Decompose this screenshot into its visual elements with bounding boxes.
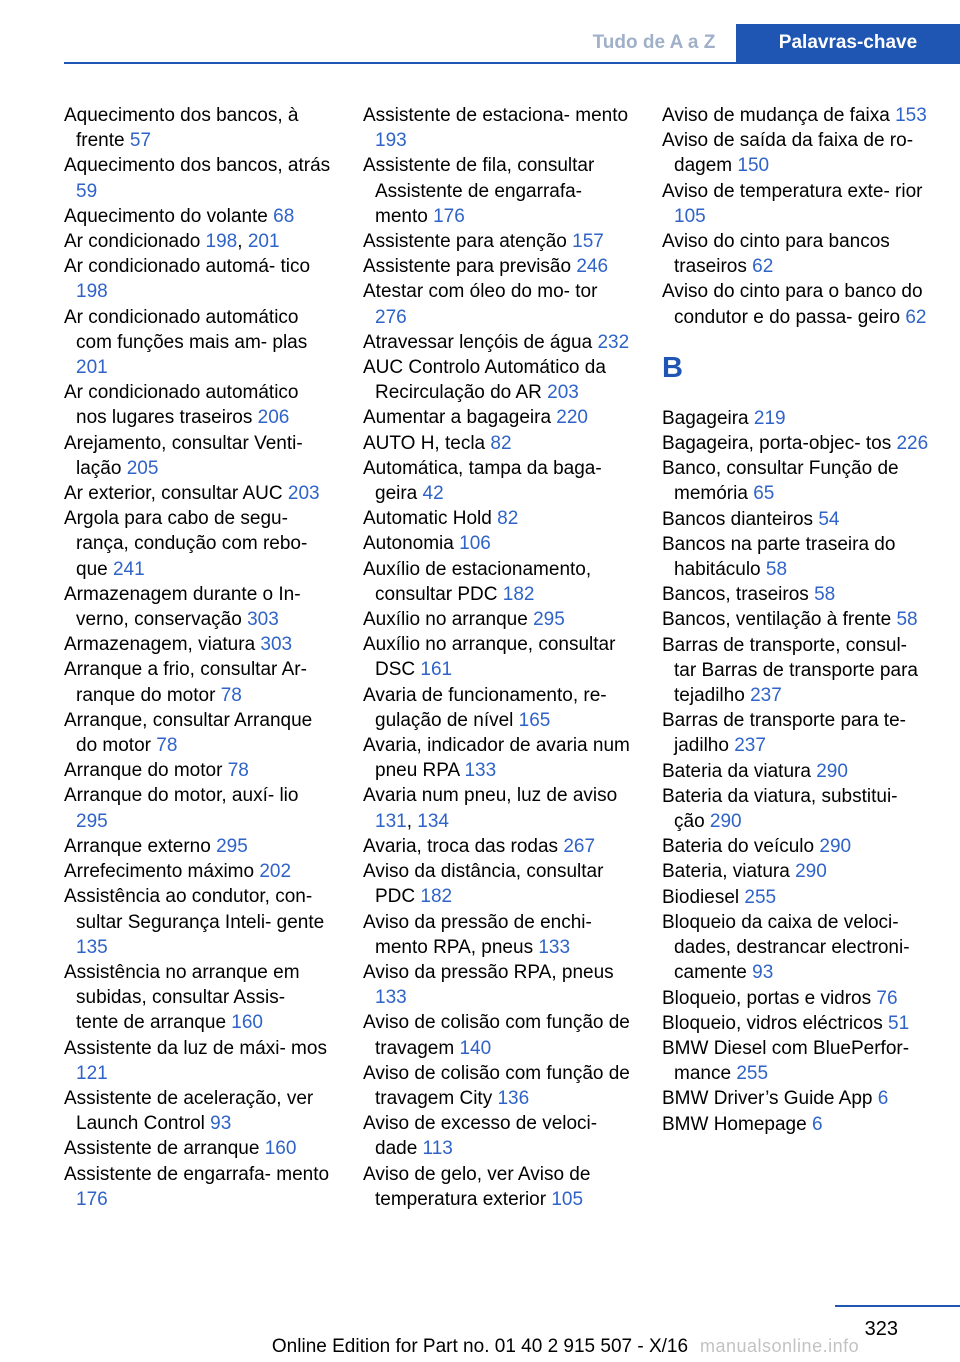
index-entry [662, 784, 930, 834]
index-entry [363, 733, 631, 783]
entry-term: Aviso de gelo, ver Aviso de temperatura exterior [363, 1163, 591, 1210]
page-link[interactable]: 82 [497, 508, 519, 530]
index-entry [363, 456, 631, 506]
index-entry [64, 1086, 332, 1136]
entry-term: Aviso do cinto para o banco do condutor e do passa‐ geiro [662, 281, 923, 328]
page-link[interactable]: 54 [818, 508, 840, 530]
page-link[interactable]: 150 [737, 155, 770, 177]
page-link[interactable]: 135 [76, 936, 108, 958]
entry-term: Arejamento, consultar Venti‐ lação [64, 432, 303, 479]
index-entry [662, 406, 930, 431]
entry-term: Assistente para atenção [363, 231, 573, 253]
page-link[interactable]: 290 [709, 811, 742, 833]
entry-term: Argola para cabo de segu‐ rança, condução com rebo‐ que [64, 508, 308, 580]
index-entry [363, 783, 631, 833]
index-entry [64, 783, 332, 833]
page-link[interactable]: 140 [459, 1037, 492, 1059]
index-entry [363, 254, 631, 279]
page-link[interactable]: 219 [753, 407, 786, 429]
tab-palavras-chave[interactable]: Palavras-chave [736, 24, 960, 62]
entry-term: Bateria da viatura [662, 760, 817, 782]
page-header [0, 0, 960, 66]
entry-term: Bancos na parte traseira do habitáculo [662, 533, 896, 581]
entry-term: Bancos, traseiros [662, 584, 815, 606]
page-link[interactable]: 246 [576, 256, 609, 278]
index-entry [662, 1112, 930, 1137]
index-entry [363, 506, 631, 531]
index-entry [64, 960, 332, 1036]
index-entry [363, 1061, 631, 1111]
entry-term: BMW Diesel com BluePerfor‐ mance [662, 1037, 910, 1085]
page-link[interactable]: 290 [795, 861, 827, 883]
entry-term: Bagageira [662, 407, 754, 429]
page-link[interactable]: 113 [422, 1138, 453, 1160]
page-link[interactable]: 133 [538, 936, 571, 958]
index-column-2 [363, 103, 631, 1212]
page-link[interactable]: 76 [876, 987, 898, 1009]
page-link[interactable]: 133 [464, 760, 497, 782]
index-entry [64, 153, 332, 203]
entry-term: Avaria num pneu, luz de aviso [363, 785, 618, 807]
page-link[interactable]: 58 [814, 584, 836, 606]
entry-term: AUC Controlo Automático da Recirculação do AR [363, 357, 606, 404]
index-entry [64, 758, 332, 783]
index-entry [64, 884, 332, 960]
entry-term: Assistente de engarrafa‐ mento [64, 1163, 330, 1185]
page-link[interactable]: 267 [563, 835, 596, 857]
page-link[interactable]: 6 [811, 1113, 823, 1135]
index-entry [662, 431, 930, 456]
entry-term: Bagageira, porta-objec‐ tos [662, 433, 897, 455]
entry-term: Assistente de fila, consultar Assistente de engarrafa‐ mento [363, 155, 595, 227]
page-link[interactable]: 136 [497, 1087, 530, 1109]
footer-divider [835, 1305, 960, 1307]
page-link[interactable]: 176 [433, 205, 465, 227]
entry-term: Arranque do motor, auxí‐ lio [64, 785, 299, 807]
entry-term: Aviso do cinto para bancos traseiros [662, 231, 890, 278]
entry-term: Aviso de colisão com função de travagem City [363, 1062, 630, 1109]
page-link[interactable]: 165 [518, 709, 551, 731]
page-link[interactable]: 131 [375, 810, 407, 832]
entry-term: Aquecimento dos bancos, atrás [64, 155, 331, 177]
index-entry [64, 254, 332, 304]
index-entry [363, 279, 631, 329]
index-entry [363, 405, 631, 430]
entry-term: Bloqueio, vidros eléctricos [662, 1012, 888, 1034]
index-entry [662, 834, 930, 859]
index-entry [64, 708, 332, 758]
index-entry [363, 330, 631, 355]
entry-term: Bloqueio da caixa de veloci‐ dades, destrancar electroni‐ camente [662, 911, 910, 984]
entry-term: Assistência no arranque em subidas, consultar Assis‐ tente de arranque [64, 961, 300, 1034]
page-link[interactable]: 176 [76, 1188, 108, 1210]
page-link[interactable]: 303 [247, 609, 279, 631]
index-entry [662, 759, 930, 784]
entry-term: Aquecimento do volante [64, 205, 274, 227]
entry-term: Assistente para previsão [363, 256, 577, 278]
header-divider [64, 62, 960, 64]
page-link[interactable]: 201 [247, 231, 280, 253]
page-link[interactable]: 276 [375, 306, 407, 328]
index-entry [662, 532, 930, 582]
index-entry [363, 683, 631, 733]
page-link[interactable]: 42 [422, 483, 444, 505]
entry-term: Arranque do motor [64, 760, 228, 782]
page-link[interactable]: 232 [597, 331, 630, 353]
entry-term: Assistência ao condutor, con‐ sultar Segurança Inteli‐ gente [64, 886, 325, 933]
entry-term: Armazenagem durante o In‐ verno, conservação [64, 583, 301, 631]
entry-term: Aviso da pressão RPA, pneus [363, 961, 614, 983]
index-entry [662, 859, 930, 884]
entry-term: AUTO H, tecla [363, 432, 491, 454]
index-entry [64, 506, 332, 582]
index-entry [363, 1162, 631, 1212]
index-entry [363, 229, 631, 254]
entry-term: Bancos, ventilação à frente [662, 609, 897, 631]
page-link[interactable]: 220 [556, 407, 588, 429]
page-link[interactable]: 105 [551, 1188, 584, 1210]
index-entry [662, 1011, 930, 1036]
entry-term: Ar condicionado automático com funções mais am‐ plas [64, 306, 308, 353]
entry-term: Barras de transporte para te‐ jadilho [662, 710, 906, 757]
index-entry [363, 859, 631, 909]
page-link[interactable]: 160 [231, 1012, 263, 1034]
index-entry [662, 279, 930, 329]
index-entry [662, 229, 930, 279]
entry-term: Ar condicionado automá‐ tico [64, 256, 311, 278]
page-link[interactable]: 203 [287, 483, 320, 505]
index-entry [363, 103, 631, 153]
page-link[interactable]: 255 [736, 1063, 769, 1085]
index-entry [363, 355, 631, 405]
index-entry [662, 633, 930, 709]
index-entry [363, 557, 631, 607]
page-separator: , [406, 810, 418, 832]
entry-term: Bancos dianteiros [662, 508, 819, 530]
entry-term: Aviso de saída da faixa de ro‐ dagem [662, 130, 914, 177]
entry-term: Ar condicionado automático nos lugares traseiros [64, 382, 299, 429]
entry-term: Assistente de arranque [64, 1138, 265, 1160]
index-entry [363, 153, 631, 229]
entry-term: Aviso de excesso de veloci‐ dade [363, 1113, 598, 1160]
entry-term: Aviso de temperatura exte‐ rior [662, 180, 923, 202]
index-entry [662, 607, 930, 632]
page-link[interactable]: 255 [744, 886, 777, 908]
index-entry [64, 431, 332, 481]
index-entry [662, 1036, 930, 1086]
page-number: 323 [864, 1318, 898, 1340]
page-link[interactable]: 295 [533, 609, 565, 631]
entry-term: Arrefecimento máximo [64, 861, 260, 883]
entry-term: Auxílio no arranque, consultar DSC [363, 634, 616, 681]
page-link[interactable]: 161 [420, 659, 453, 681]
page-link[interactable]: 160 [264, 1138, 297, 1160]
page-link[interactable]: 62 [905, 306, 927, 328]
watermark: manualsonline.info [700, 1336, 860, 1356]
index-entry [64, 1036, 332, 1086]
index-entry [363, 607, 631, 632]
entry-term: Auxílio de estacionamento, consultar PDC [363, 558, 592, 605]
section-letter: B [662, 351, 683, 384]
entry-term: Banco, consultar Função de memória [662, 458, 899, 505]
entry-term: Armazenagem, viatura [64, 634, 261, 656]
page-link[interactable]: 237 [734, 735, 766, 757]
index-entry [64, 859, 332, 884]
page-link[interactable]: 82 [490, 432, 512, 454]
index-column-1 [64, 103, 332, 1212]
page-link[interactable]: 182 [502, 583, 535, 605]
page-link[interactable]: 59 [76, 180, 98, 202]
index-entry [363, 531, 631, 556]
index-entry [64, 657, 332, 707]
page-separator: , [237, 231, 248, 253]
page-link[interactable]: 202 [259, 861, 292, 883]
entry-term: Biodiesel [662, 886, 745, 908]
page-link[interactable]: 198 [205, 231, 238, 253]
page-link[interactable]: 58 [896, 609, 918, 631]
index-entry [662, 708, 930, 758]
entry-term: Atestar com óleo do mo‐ tor [363, 281, 598, 303]
entry-term: Arranque, consultar Arranque do motor [64, 709, 313, 757]
index-entry [662, 910, 930, 986]
index-entry [64, 632, 332, 657]
entry-term: Aviso de mudança de faixa [662, 105, 896, 126]
entry-term: Bateria do veículo [662, 836, 820, 858]
entry-term: BMW Driver’s Guide App [662, 1088, 878, 1110]
page-link[interactable]: 226 [896, 433, 929, 455]
entry-term: Avaria, indicador de avaria num pneu RPA [363, 735, 630, 782]
index-entry [662, 582, 930, 607]
index-entry [662, 456, 930, 506]
entry-term: Aviso de colisão com função de travagem [363, 1012, 630, 1059]
index-entry [662, 128, 930, 178]
index-entry [363, 834, 631, 859]
entry-term: BMW Homepage [662, 1113, 812, 1135]
entry-term: Arranque externo [64, 835, 217, 857]
page-link[interactable]: 157 [572, 231, 604, 253]
entry-term: Auxílio no arranque [363, 609, 534, 631]
entry-term: Automática, tampa da baga‐ geira [363, 457, 602, 505]
index-entry [64, 204, 332, 229]
page-link[interactable]: 198 [76, 281, 108, 303]
page-link[interactable]: 106 [459, 533, 491, 555]
page-link[interactable]: 58 [765, 559, 788, 581]
page-link[interactable]: 206 [257, 407, 290, 429]
page-link[interactable]: 68 [273, 205, 295, 227]
page-link[interactable]: 121 [76, 1062, 108, 1084]
page-link[interactable]: 51 [888, 1012, 910, 1034]
index-entry [363, 431, 631, 456]
page-link[interactable]: 182 [420, 886, 453, 908]
entry-term: Assistente de estaciona‐ mento [363, 105, 629, 126]
tab-tudo-de-a-a-z[interactable]: Tudo de A a Z [592, 32, 716, 53]
page-link[interactable]: 65 [753, 483, 775, 505]
entry-term: Aviso da distância, consultar PDC [363, 861, 604, 908]
entry-term: Autonomia [363, 533, 460, 555]
entry-term: Arranque a frio, consultar Ar‐ ranque do motor [64, 659, 307, 706]
page-link[interactable]: 203 [547, 382, 579, 404]
page-link[interactable]: 153 [895, 105, 927, 126]
page-link[interactable]: 78 [220, 684, 242, 706]
index-entry [363, 632, 631, 682]
index-entry [64, 305, 332, 381]
index-entry [64, 229, 332, 254]
page-link[interactable]: 57 [129, 130, 152, 152]
entry-term: Avaria, troca das rodas [363, 835, 564, 857]
page-link[interactable]: 237 [750, 685, 782, 707]
page-link[interactable]: 62 [752, 256, 774, 278]
index-entry [662, 885, 930, 910]
page-link[interactable]: 78 [156, 735, 178, 757]
index-entry [662, 1086, 930, 1111]
index-entry [662, 986, 930, 1011]
page-link[interactable]: 303 [260, 634, 293, 656]
page-link[interactable]: 133 [375, 987, 407, 1009]
page-link[interactable]: 6 [877, 1088, 889, 1110]
page-link[interactable]: 205 [126, 457, 159, 479]
index-entry [363, 1111, 631, 1161]
entry-term: Bloqueio, portas e vidros [662, 987, 877, 1009]
index-entry [64, 834, 332, 859]
entry-term: Automatic Hold [363, 508, 498, 530]
page-link[interactable]: 78 [227, 760, 249, 782]
entry-term: Aviso da pressão de enchi‐ mento RPA, pneus [363, 911, 592, 958]
entry-term: Bateria, viatura [662, 861, 796, 883]
page-link[interactable]: 290 [819, 836, 852, 858]
entry-term: Atravessar lençóis de água [363, 331, 598, 353]
page-link[interactable]: 295 [216, 835, 248, 857]
page-link[interactable]: 290 [816, 760, 848, 782]
entry-term: Aumentar a bagageira [363, 407, 557, 429]
index-entry [64, 582, 332, 632]
page-link[interactable]: 201 [76, 357, 108, 379]
entry-term: Bateria da viatura, substitui‐ ção [662, 785, 898, 833]
page-link[interactable]: 93 [210, 1113, 232, 1135]
entry-term: Ar condicionado [64, 231, 206, 253]
entry-term: Barras de transporte, consul‐ tar Barras de transporte para tejadilho [662, 634, 918, 707]
entry-term: Aquecimento dos bancos, à frente [64, 105, 299, 152]
edition-note: Online Edition for Part no. 01 40 2 915 507 - X/16 [271, 1336, 689, 1357]
index-entry [64, 103, 332, 153]
index-entry [64, 380, 332, 430]
index-entry [662, 179, 930, 229]
index-entry [662, 507, 930, 532]
page-link[interactable]: 241 [112, 558, 145, 580]
index-entry [64, 1136, 332, 1161]
page-link[interactable]: 295 [76, 810, 108, 832]
index-entry [363, 910, 631, 960]
index-entry [64, 481, 332, 506]
entry-term: Assistente da luz de máxi‐ mos [64, 1037, 327, 1059]
entry-term: Avaria de funcionamento, re‐ gulação de nível [363, 684, 607, 731]
index-column-3 [662, 103, 930, 1137]
index-entry [363, 1010, 631, 1060]
page-link[interactable]: 134 [417, 810, 449, 832]
page-link[interactable]: 105 [674, 205, 706, 227]
index-entry [662, 103, 930, 128]
entry-term: Ar exterior, consultar AUC [64, 483, 288, 505]
index-entry [64, 1162, 332, 1212]
page-link[interactable]: 193 [375, 130, 407, 152]
index-entry [363, 960, 631, 1010]
entry-term: Assistente de aceleração, ver Launch Control [64, 1087, 314, 1135]
page-link[interactable]: 93 [752, 962, 774, 984]
